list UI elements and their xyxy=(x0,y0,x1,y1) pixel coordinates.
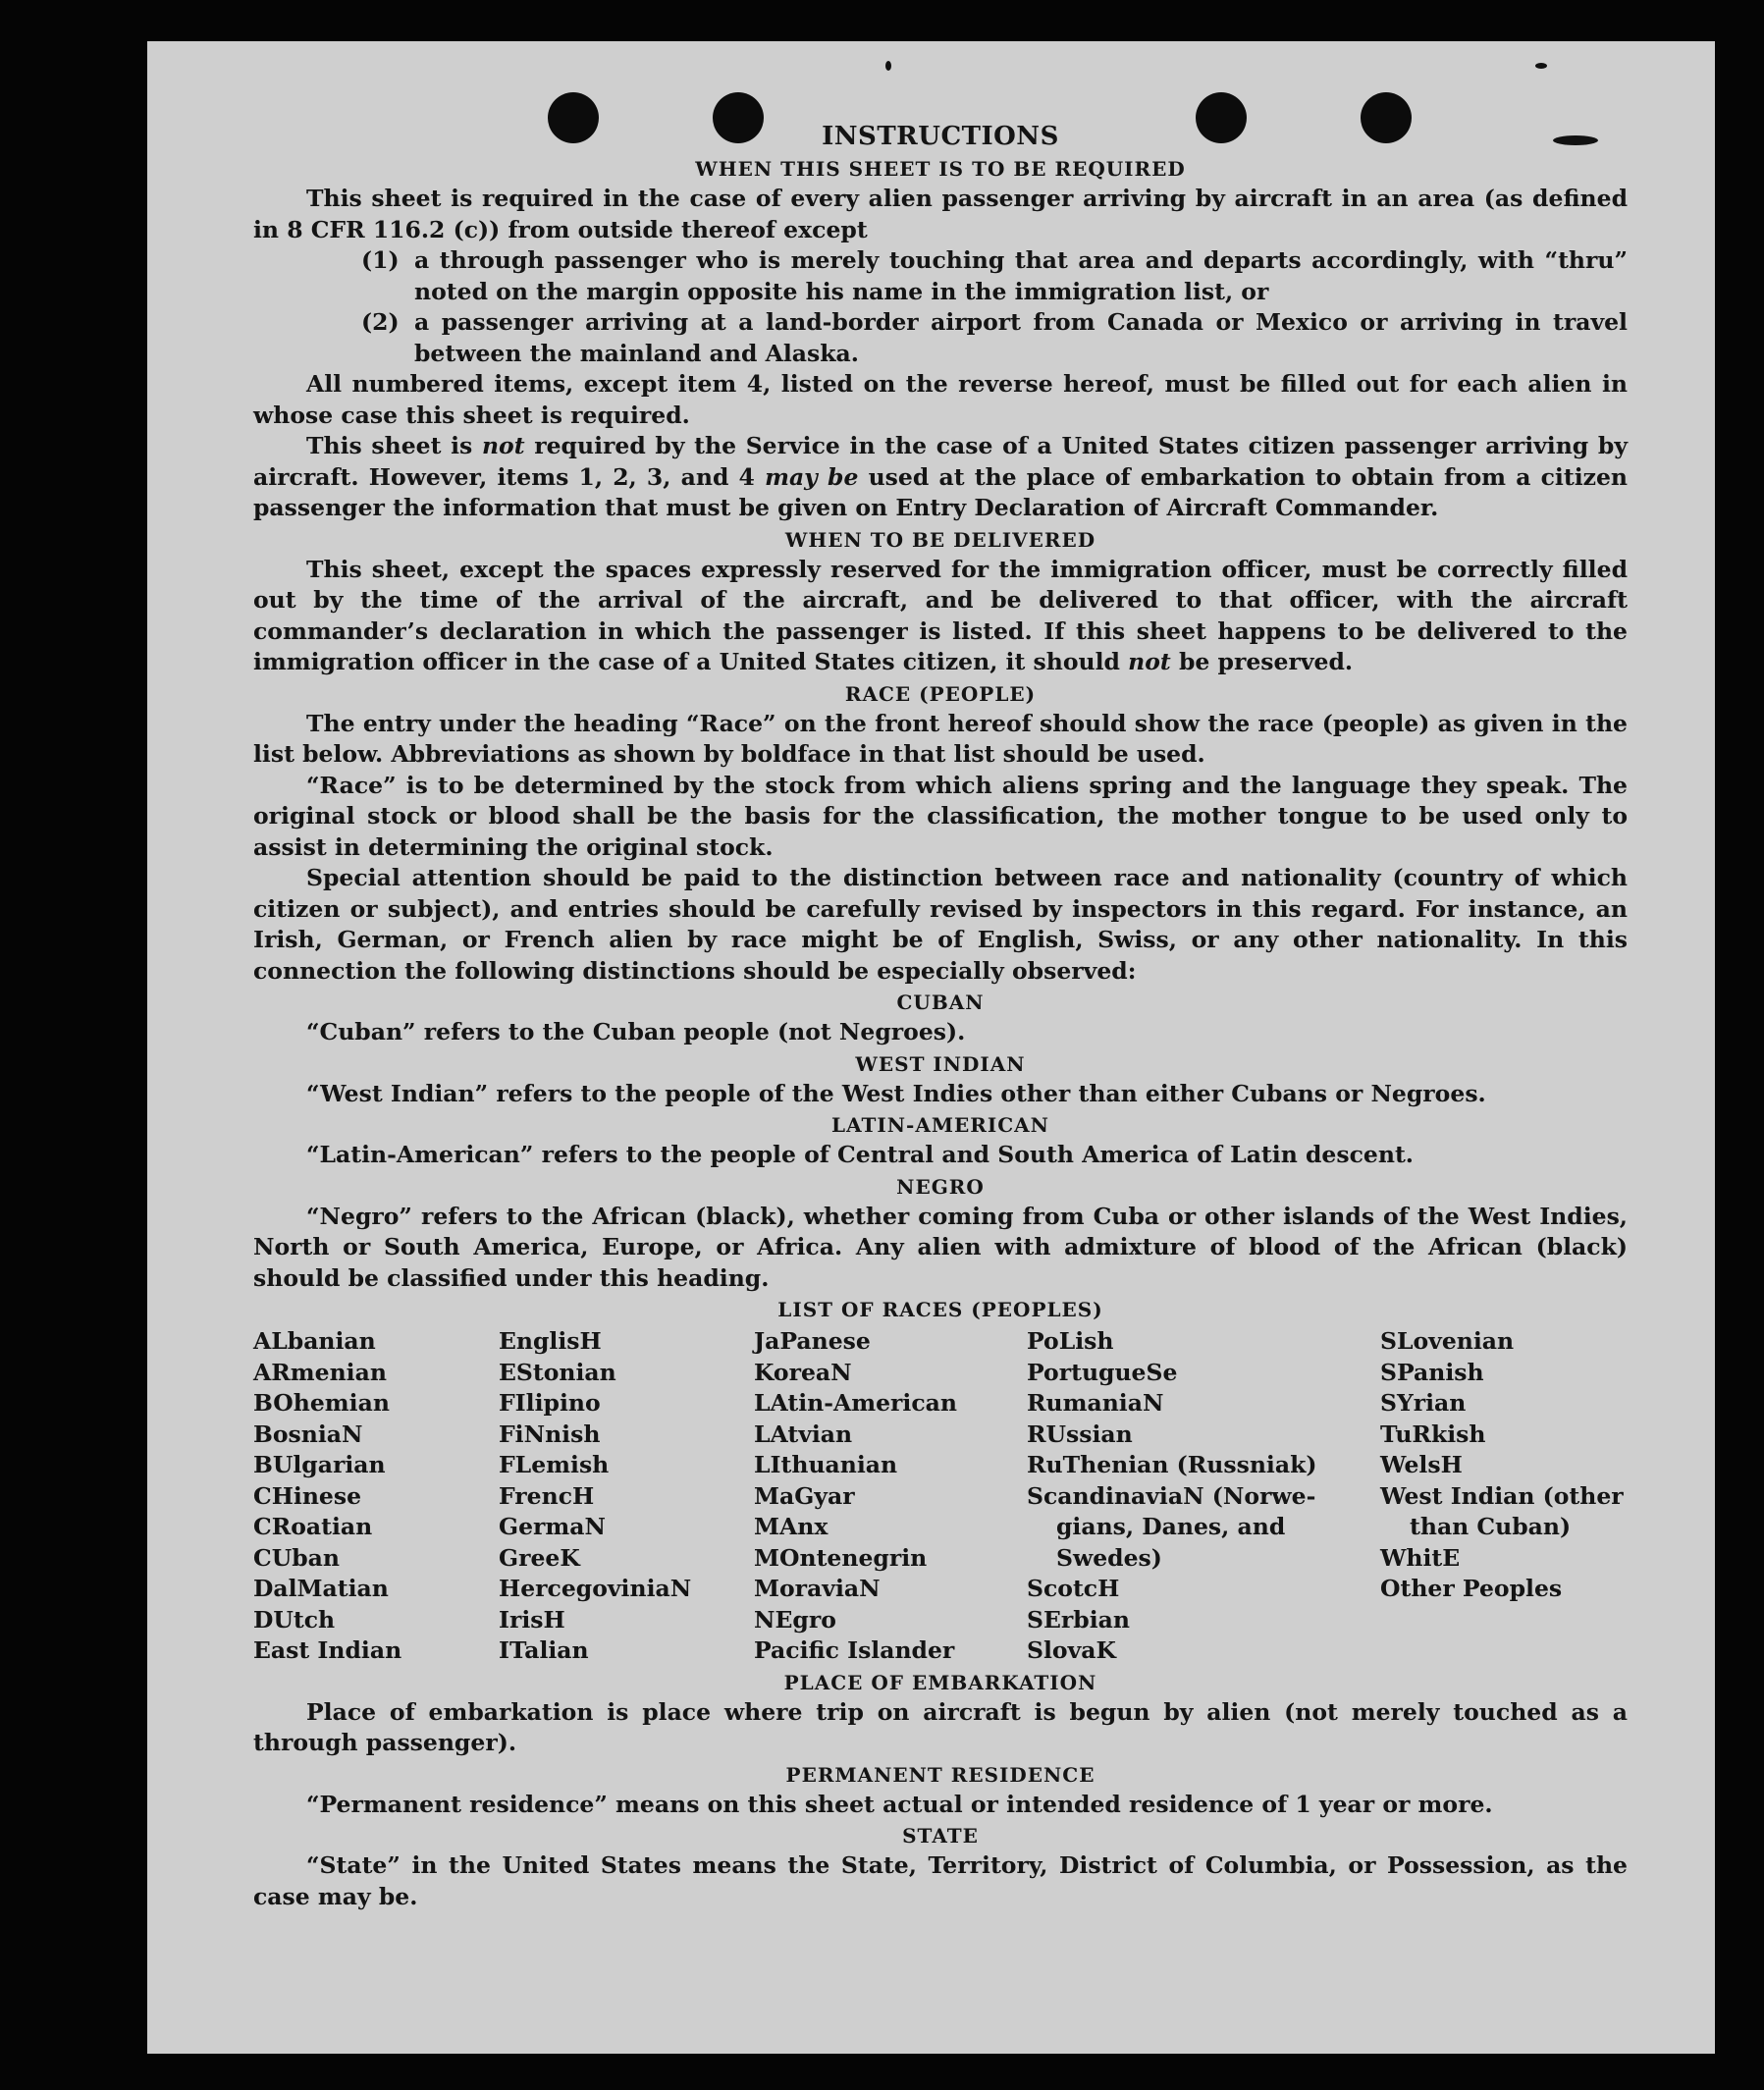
text-run: This sheet is xyxy=(306,432,482,459)
races-column xyxy=(253,1326,499,1667)
text-run: required by the Service in the case of a United States citizen passenger arriving by aircraft. However, items 1, 2, 3, and 4 xyxy=(253,432,1628,491)
race-entry: CRoatian xyxy=(253,1513,373,1540)
race-entry: LAtin-American xyxy=(754,1389,957,1417)
race-entry: MaGyar xyxy=(754,1481,855,1510)
section-heading: LATIN-AMERICAN xyxy=(831,1113,1049,1137)
race-entry: FiNnish xyxy=(499,1420,601,1448)
section-heading: NEGRO xyxy=(896,1174,985,1199)
race-entry: TuRkish xyxy=(1380,1420,1486,1448)
race-entry: ScotcH xyxy=(1027,1575,1120,1602)
text-run: used at the place of embarkation to obtain from a citizen passenger the information that must be given on Entry Declaration of Aircraft Commander. xyxy=(253,462,1628,521)
list-item xyxy=(253,245,1628,307)
race-entry-continuation: than Cuban) xyxy=(1410,1513,1572,1540)
race-entry: CUban xyxy=(253,1543,340,1572)
race-entry: SPanish xyxy=(1380,1358,1484,1386)
ink-mark xyxy=(885,61,891,71)
section-heading: WHEN THIS SHEET IS TO BE REQUIRED xyxy=(695,157,1186,181)
paragraph: “Latin-American” refers to the people of Central and South America of Latin descent. xyxy=(306,1141,1414,1168)
race-entry: MOntenegrin xyxy=(754,1543,928,1572)
race-entry: DUtch xyxy=(253,1605,336,1634)
race-entry: ALbanian xyxy=(253,1327,376,1355)
race-entry: RumaniaN xyxy=(1027,1389,1164,1417)
document-sheet xyxy=(147,41,1715,2054)
race-entry: MAnx xyxy=(754,1513,829,1540)
paragraph: “Negro” refers to the African (black), whether coming from Cuba or other islands of the West Indies, North or South America, Europe, or Africa. Any alien with admixture of blood of the African (black) should be classified under this heading. xyxy=(253,1202,1628,1292)
race-entry-continuation: gians, Danes, and xyxy=(1056,1513,1286,1540)
paragraph: “Race” is to be determined by the stock from which aliens spring and the language they speak. The original stock or blood shall be the basis for the classification, the mother tongue to be used only to assist in determining the original stock. xyxy=(253,771,1628,861)
section-heading: PERMANENT RESIDENCE xyxy=(785,1762,1096,1787)
text-run: be preserved. xyxy=(1170,648,1354,675)
race-entry: PortugueSe xyxy=(1027,1358,1178,1386)
item-text: a through passenger who is merely touching that area and departs accordingly, with “thru” noted on the margin opposite his name in the immigration list, or xyxy=(414,246,1628,305)
race-entry: KoreaN xyxy=(754,1358,852,1386)
race-entry: IrisH xyxy=(499,1605,565,1634)
race-entry: EnglisH xyxy=(499,1327,602,1355)
race-entry: SErbian xyxy=(1027,1605,1130,1634)
race-entry: JaPanese xyxy=(754,1327,871,1355)
italic-text: may be xyxy=(765,462,859,491)
paragraph: “Permanent residence” means on this sheet actual or intended residence of 1 year or more. xyxy=(306,1790,1493,1818)
race-entry: SlovaK xyxy=(1027,1636,1116,1664)
paragraph: “West Indian” refers to the people of the West Indies other than either Cubans or Negroes. xyxy=(306,1079,1486,1107)
italic-text: not xyxy=(481,432,525,459)
race-entry: PoLish xyxy=(1027,1327,1114,1355)
race-entry: Other Peoples xyxy=(1380,1575,1563,1602)
race-entry: RUssian xyxy=(1027,1420,1133,1448)
section-heading: PLACE OF EMBARKATION xyxy=(783,1670,1097,1694)
race-entry: BOhemian xyxy=(253,1389,390,1417)
races-column xyxy=(499,1326,754,1667)
race-entry: WelsH xyxy=(1380,1451,1463,1478)
race-entry: BUlgarian xyxy=(253,1451,386,1478)
race-entry: ScandinaviaN (Norwe- xyxy=(1027,1481,1316,1510)
paragraph: The entry under the heading “Race” on the front hereof should show the race (people) as given in the list below. Abbreviations as shown by boldface in that list should be used. xyxy=(253,709,1628,768)
list-item xyxy=(253,307,1628,369)
races-column xyxy=(1027,1326,1380,1667)
paragraph: This sheet is required in the case of every alien passenger arriving by aircraft in an area (as defined in 8 CFR 116.2 (c)) from outside thereof except xyxy=(253,185,1628,243)
section-heading: CUBAN xyxy=(896,991,985,1014)
race-entry: DalMatian xyxy=(253,1575,389,1602)
paragraph: Special attention should be paid to the distinction between race and nationality (country of which citizen or subject), and entries should be carefully revised by inspectors in this regard. For instance, an Irish, German, or French alien by race might be of English, Swiss, or any other nationality. In this connection the following distinctions should be especially observed: xyxy=(253,864,1628,985)
race-entry-continuation: Swedes) xyxy=(1056,1543,1162,1572)
ink-mark xyxy=(1535,63,1547,69)
paragraph: All numbered items, except item 4, listed on the reverse hereof, must be filled out for each alien in whose case this sheet is required. xyxy=(253,370,1628,429)
italic-text: not xyxy=(1128,648,1171,675)
race-entry: SLovenian xyxy=(1380,1327,1515,1355)
paragraph: Place of embarkation is place where trip on aircraft is begun by alien (not merely touched as a through passenger). xyxy=(253,1697,1628,1756)
race-entry: RuThenian (Russniak) xyxy=(1027,1451,1317,1478)
race-entry: FrencH xyxy=(499,1481,595,1510)
race-entry: ITalian xyxy=(499,1636,589,1664)
race-entry: FLemish xyxy=(499,1451,610,1478)
section-heading: LIST OF RACES (PEOPLES) xyxy=(777,1298,1103,1321)
race-entry: ARmenian xyxy=(253,1358,387,1386)
race-entry: HercegoviniaN xyxy=(499,1575,692,1602)
section-heading: STATE xyxy=(902,1824,979,1848)
race-entry: SYrian xyxy=(1380,1389,1467,1417)
section-heading: WHEN TO BE DELIVERED xyxy=(784,527,1096,552)
section-heading: RACE (PEOPLE) xyxy=(844,681,1037,706)
paragraph xyxy=(253,431,1628,524)
race-entry: Pacific Islander xyxy=(754,1636,955,1664)
instructions-body xyxy=(253,120,1628,1912)
race-entry: LAtvian xyxy=(754,1420,853,1448)
race-entry: FIlipino xyxy=(499,1389,601,1417)
race-entry: East Indian xyxy=(253,1636,402,1664)
race-entry: LIthuanian xyxy=(754,1451,898,1478)
races-column xyxy=(1380,1326,1628,1667)
item-number: (2) xyxy=(361,308,400,336)
race-entry: EStonian xyxy=(499,1358,616,1386)
page-title: INSTRUCTIONS xyxy=(822,122,1059,151)
paragraph xyxy=(253,555,1628,678)
text-run: This sheet, except the spaces expressly reserved for the immigration officer, must be correctly filled out by the time of the arrival of the aircraft, and be delivered to that officer, with the aircraft commander’s declaration in which the passenger is listed. If this sheet happens to be delivered to the immigration officer in the case of a United States citizen, it should xyxy=(253,555,1628,675)
item-number: (1) xyxy=(361,246,400,274)
races-list xyxy=(253,1326,1628,1667)
paragraph: “State” in the United States means the State, Territory, District of Columbia, or Possession, as the case may be. xyxy=(253,1851,1628,1910)
section-heading: WEST INDIAN xyxy=(855,1051,1026,1076)
race-entry: NEgro xyxy=(754,1605,836,1634)
races-column xyxy=(754,1326,1027,1667)
paragraph: “Cuban” refers to the Cuban people (not Negroes). xyxy=(306,1018,966,1045)
race-entry: CHinese xyxy=(253,1481,362,1510)
race-entry: BosniaN xyxy=(253,1420,363,1448)
race-entry: GermaN xyxy=(499,1513,606,1540)
race-entry: MoraviaN xyxy=(754,1575,881,1602)
race-entry: GreeK xyxy=(499,1543,580,1572)
race-entry: West Indian (other xyxy=(1380,1481,1624,1510)
race-entry: WhitE xyxy=(1380,1543,1461,1572)
item-text: a passenger arriving at a land-border airport from Canada or Mexico or arriving in travel between the mainland and Alaska. xyxy=(414,308,1628,367)
